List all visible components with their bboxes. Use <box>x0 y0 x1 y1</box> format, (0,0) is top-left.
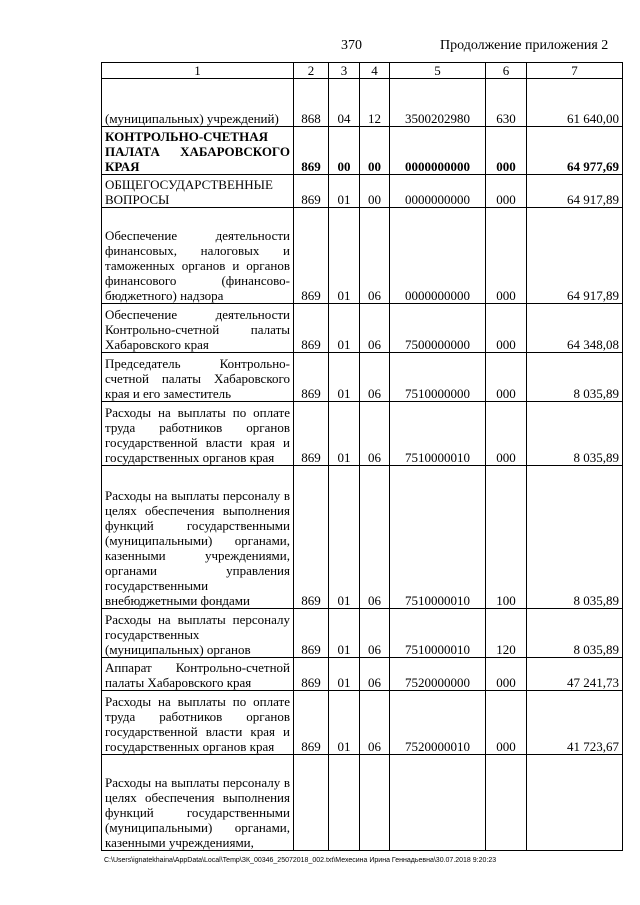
row-code-cell: 869 <box>294 175 329 208</box>
row-code-cell: 869 <box>294 402 329 466</box>
row-type-cell: 000 <box>486 658 527 691</box>
row-type-cell: 100 <box>486 466 527 609</box>
row-target-cell: 0000000000 <box>390 208 486 304</box>
table-row <box>102 353 623 402</box>
table-row <box>102 658 623 691</box>
row-section-cell: 04 <box>329 79 360 127</box>
table-row <box>102 79 623 127</box>
row-amount-cell: 64 917,89 <box>527 208 623 304</box>
row-section-cell: 01 <box>329 208 360 304</box>
row-type-cell <box>486 755 527 851</box>
row-subsection-cell <box>360 755 390 851</box>
row-target-cell: 7510000010 <box>390 609 486 658</box>
row-amount-cell: 64 348,08 <box>527 304 623 353</box>
column-header: 1 <box>102 63 294 79</box>
row-code-cell: 869 <box>294 466 329 609</box>
row-name-cell: ОБЩЕГОСУДАРСТВЕННЫЕ ВОПРОСЫ <box>102 175 294 208</box>
row-name-cell: (муниципальных) учреждений) <box>102 79 294 127</box>
row-section-cell <box>329 755 360 851</box>
table-row <box>102 609 623 658</box>
row-name-cell: Обеспечение деятельности Контрольно-счетной палаты Хабаровского края <box>102 304 294 353</box>
row-subsection-cell: 06 <box>360 353 390 402</box>
row-code-cell <box>294 755 329 851</box>
table-row <box>102 127 623 175</box>
row-amount-cell: 64 917,89 <box>527 175 623 208</box>
row-subsection-cell: 06 <box>360 609 390 658</box>
row-section-cell: 01 <box>329 175 360 208</box>
table-row <box>102 208 623 304</box>
row-type-cell: 630 <box>486 79 527 127</box>
row-name-cell: Расходы на выплаты персоналу государственных (муниципальных) органов <box>102 609 294 658</box>
row-target-cell: 7500000000 <box>390 304 486 353</box>
budget-table <box>101 62 623 851</box>
row-name-cell: Расходы на выплаты по оплате труда работников органов государственной власти края и государственных органов края <box>102 691 294 755</box>
row-amount-cell: 64 977,69 <box>527 127 623 175</box>
row-subsection-cell: 06 <box>360 208 390 304</box>
row-code-cell: 869 <box>294 353 329 402</box>
row-name-cell: Аппарат Контрольно-счетной палаты Хабаровского края <box>102 658 294 691</box>
row-amount-cell: 41 723,67 <box>527 691 623 755</box>
row-type-cell: 000 <box>486 208 527 304</box>
file-path-footer: C:\Users\ignatekhaina\AppData\Local\Temp\ЗК_00346_25072018_002.txt\Мехесина Ирина Геннадьевна\30.07.2018 9:20:23 <box>104 857 497 864</box>
row-target-cell: 7510000010 <box>390 466 486 609</box>
row-code-cell: 869 <box>294 609 329 658</box>
row-target-cell: 0000000000 <box>390 175 486 208</box>
row-section-cell: 01 <box>329 609 360 658</box>
row-section-cell: 00 <box>329 127 360 175</box>
row-subsection-cell: 06 <box>360 304 390 353</box>
row-section-cell: 01 <box>329 353 360 402</box>
row-name-cell: Обеспечение деятельности финансовых, налоговых и таможенных органов и органов финансового (финансово-бюджетного) надзора <box>102 208 294 304</box>
row-code-cell: 869 <box>294 691 329 755</box>
row-name-cell: Расходы на выплаты по оплате труда работников органов государственной власти края и государственных органов края <box>102 402 294 466</box>
column-header: 7 <box>527 63 623 79</box>
table-row <box>102 755 623 851</box>
row-target-cell: 7520000000 <box>390 658 486 691</box>
table-row <box>102 304 623 353</box>
row-code-cell: 869 <box>294 304 329 353</box>
row-target-cell: 3500202980 <box>390 79 486 127</box>
row-subsection-cell: 12 <box>360 79 390 127</box>
continuation-label: Продолжение приложения 2 <box>440 38 609 53</box>
row-section-cell: 01 <box>329 304 360 353</box>
row-type-cell: 000 <box>486 304 527 353</box>
row-target-cell: 7510000010 <box>390 402 486 466</box>
row-amount-cell <box>527 755 623 851</box>
row-section-cell: 01 <box>329 691 360 755</box>
row-section-cell: 01 <box>329 466 360 609</box>
column-header: 5 <box>390 63 486 79</box>
row-subsection-cell: 06 <box>360 658 390 691</box>
row-amount-cell: 8 035,89 <box>527 402 623 466</box>
row-code-cell: 869 <box>294 127 329 175</box>
row-subsection-cell: 06 <box>360 691 390 755</box>
row-subsection-cell: 00 <box>360 175 390 208</box>
row-amount-cell: 61 640,00 <box>527 79 623 127</box>
row-type-cell: 000 <box>486 353 527 402</box>
column-header: 6 <box>486 63 527 79</box>
table-row <box>102 175 623 208</box>
row-amount-cell: 8 035,89 <box>527 466 623 609</box>
row-type-cell: 000 <box>486 402 527 466</box>
row-target-cell: 0000000000 <box>390 127 486 175</box>
row-name-cell: Расходы на выплаты персоналу в целях обеспечения выполнения функций государственными (муниципальными) органами, казенными учреждениями, <box>102 755 294 851</box>
row-type-cell: 000 <box>486 175 527 208</box>
column-header: 4 <box>360 63 390 79</box>
row-code-cell: 868 <box>294 79 329 127</box>
table-row <box>102 466 623 609</box>
table-row <box>102 402 623 466</box>
row-name-cell: Расходы на выплаты персоналу в целях обеспечения выполнения функций государственными (муниципальными) органами, казенными учреждениями, органами управления государственными внебюджетными фондами <box>102 466 294 609</box>
row-type-cell: 000 <box>486 127 527 175</box>
row-code-cell: 869 <box>294 208 329 304</box>
table-header-row <box>102 63 623 79</box>
column-header: 3 <box>329 63 360 79</box>
row-name-cell: Председатель Контрольно-счетной палаты Хабаровского края и его заместитель <box>102 353 294 402</box>
row-target-cell: 7510000000 <box>390 353 486 402</box>
row-target-cell <box>390 755 486 851</box>
row-amount-cell: 47 241,73 <box>527 658 623 691</box>
row-amount-cell: 8 035,89 <box>527 609 623 658</box>
row-target-cell: 7520000010 <box>390 691 486 755</box>
row-subsection-cell: 06 <box>360 402 390 466</box>
row-type-cell: 000 <box>486 691 527 755</box>
row-amount-cell: 8 035,89 <box>527 353 623 402</box>
row-section-cell: 01 <box>329 402 360 466</box>
row-code-cell: 869 <box>294 658 329 691</box>
row-subsection-cell: 00 <box>360 127 390 175</box>
row-section-cell: 01 <box>329 658 360 691</box>
row-subsection-cell: 06 <box>360 466 390 609</box>
page-number: 370 <box>341 38 362 53</box>
column-header: 2 <box>294 63 329 79</box>
table-row <box>102 691 623 755</box>
row-name-cell: КОНТРОЛЬНО-СЧЕТНАЯ ПАЛАТА ХАБАРОВСКОГО КРАЯ <box>102 127 294 175</box>
row-type-cell: 120 <box>486 609 527 658</box>
